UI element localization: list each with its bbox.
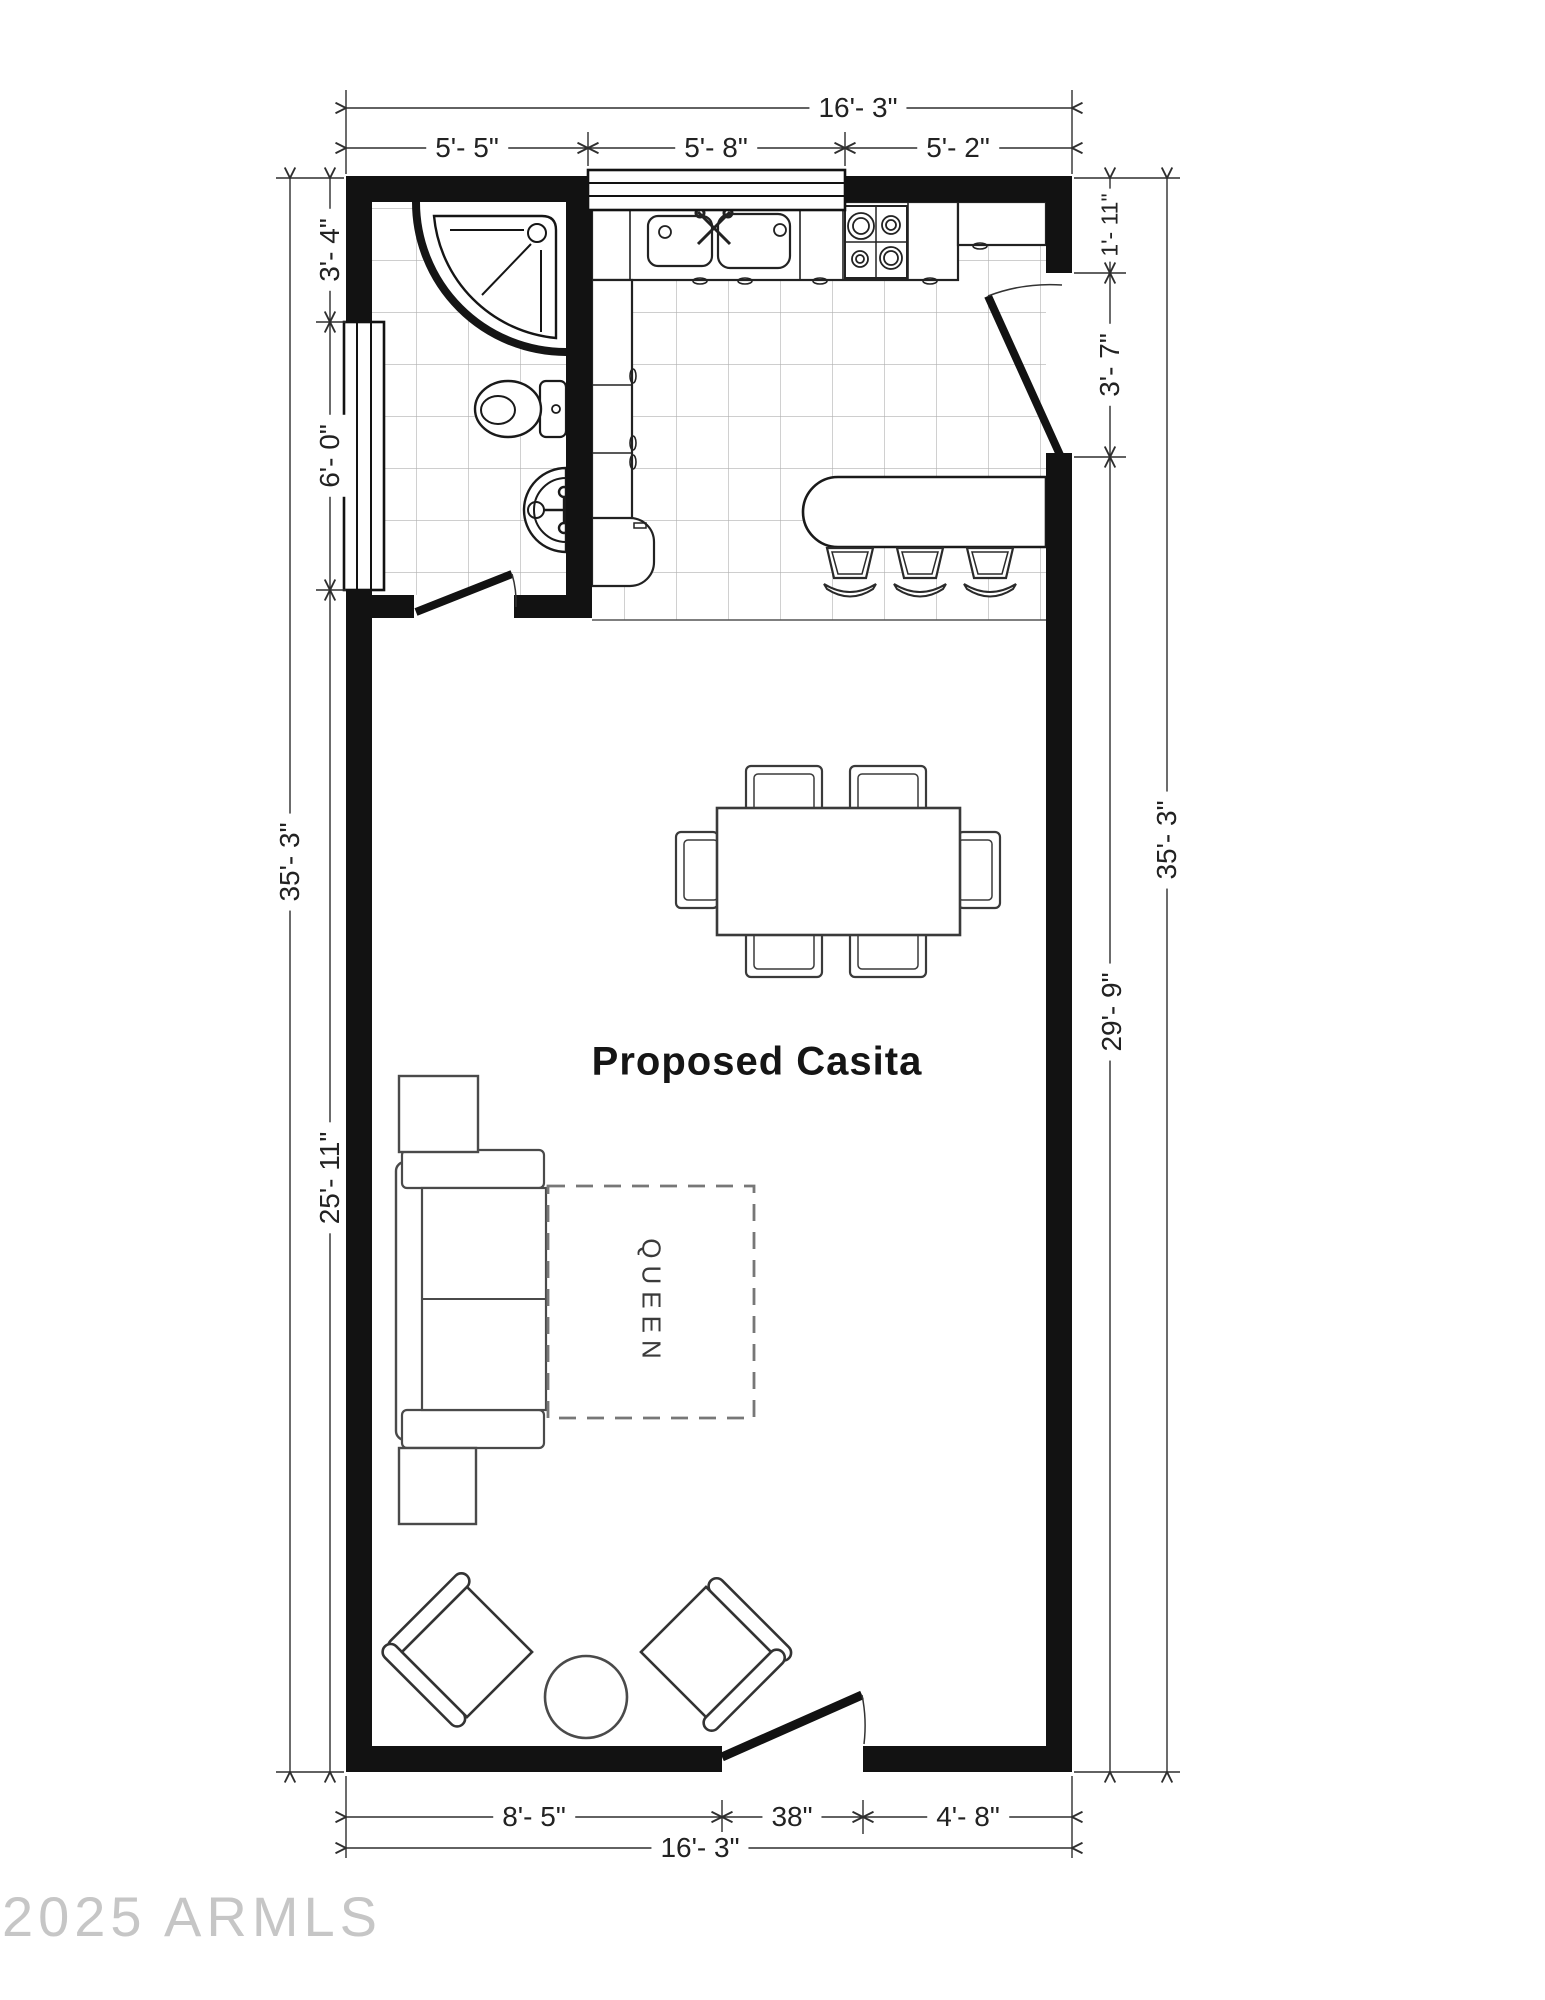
dining-chair	[746, 931, 822, 977]
end-table	[399, 1448, 476, 1524]
sofa-back	[396, 1162, 424, 1440]
wall-right-lower	[1046, 453, 1072, 1772]
round-side-table	[545, 1656, 627, 1738]
wall-bottom-right	[863, 1746, 1072, 1772]
window-left	[344, 322, 384, 590]
wall-bottom-left	[346, 1746, 722, 1772]
dining-chair	[676, 832, 718, 908]
dim-right-overall: 35'- 3"	[1151, 791, 1183, 888]
dining-set	[676, 766, 1000, 977]
sofa-arm	[402, 1150, 544, 1188]
dim-top-overall: 16'- 3"	[809, 92, 906, 124]
watermark: 2025 ARMLS	[2, 1885, 382, 1948]
accent-chair	[635, 1575, 795, 1735]
dining-chair	[850, 766, 926, 812]
window-top	[588, 170, 845, 210]
dim-left-seg-1: 3'- 4"	[314, 209, 346, 291]
wall-right-upper	[1046, 176, 1072, 273]
dim-bottom-seg-1: 8'- 5"	[493, 1801, 575, 1833]
dining-chair	[746, 766, 822, 812]
wall-bathroom-bottom-left	[346, 595, 414, 618]
end-table	[399, 1076, 478, 1152]
refrigerator	[592, 518, 654, 586]
entry-door	[722, 1695, 865, 1757]
dim-top-seg-2: 5'- 8"	[675, 132, 757, 164]
dim-right-seg-2: 3'- 7"	[1094, 324, 1126, 406]
dim-top-seg-3: 5'- 2"	[917, 132, 999, 164]
bed-size-label: QUEEN	[636, 1238, 667, 1366]
dining-table	[717, 808, 960, 935]
dim-left-seg-3: 25'- 11"	[314, 1123, 346, 1234]
dining-chair	[850, 931, 926, 977]
dim-bottom-seg-2: 38"	[762, 1801, 821, 1833]
sofa-arm	[402, 1410, 544, 1448]
dim-right-seg-3: 29'- 9"	[1096, 963, 1128, 1060]
island-bar	[803, 477, 1046, 547]
plan-title: Proposed Casita	[591, 1039, 923, 1084]
door-swing-arc	[862, 1695, 865, 1744]
accent-chair	[379, 1570, 539, 1730]
dining-chair	[958, 832, 1000, 908]
dim-top-seg-1: 5'- 5"	[426, 132, 508, 164]
dim-left-overall: 35'- 3"	[274, 813, 306, 910]
wall-bathroom-bottom-right	[514, 595, 592, 618]
toilet	[475, 381, 566, 437]
dim-bottom-seg-3: 4'- 8"	[927, 1801, 1009, 1833]
stove	[845, 206, 907, 278]
dim-left-seg-2: 6'- 0"	[314, 415, 346, 497]
wall-bathroom-divider	[566, 176, 592, 618]
sofa	[396, 1150, 546, 1448]
dim-bottom-overall: 16'- 3"	[651, 1832, 748, 1864]
dim-right-seg-1: 1'- 11"	[1097, 188, 1124, 261]
